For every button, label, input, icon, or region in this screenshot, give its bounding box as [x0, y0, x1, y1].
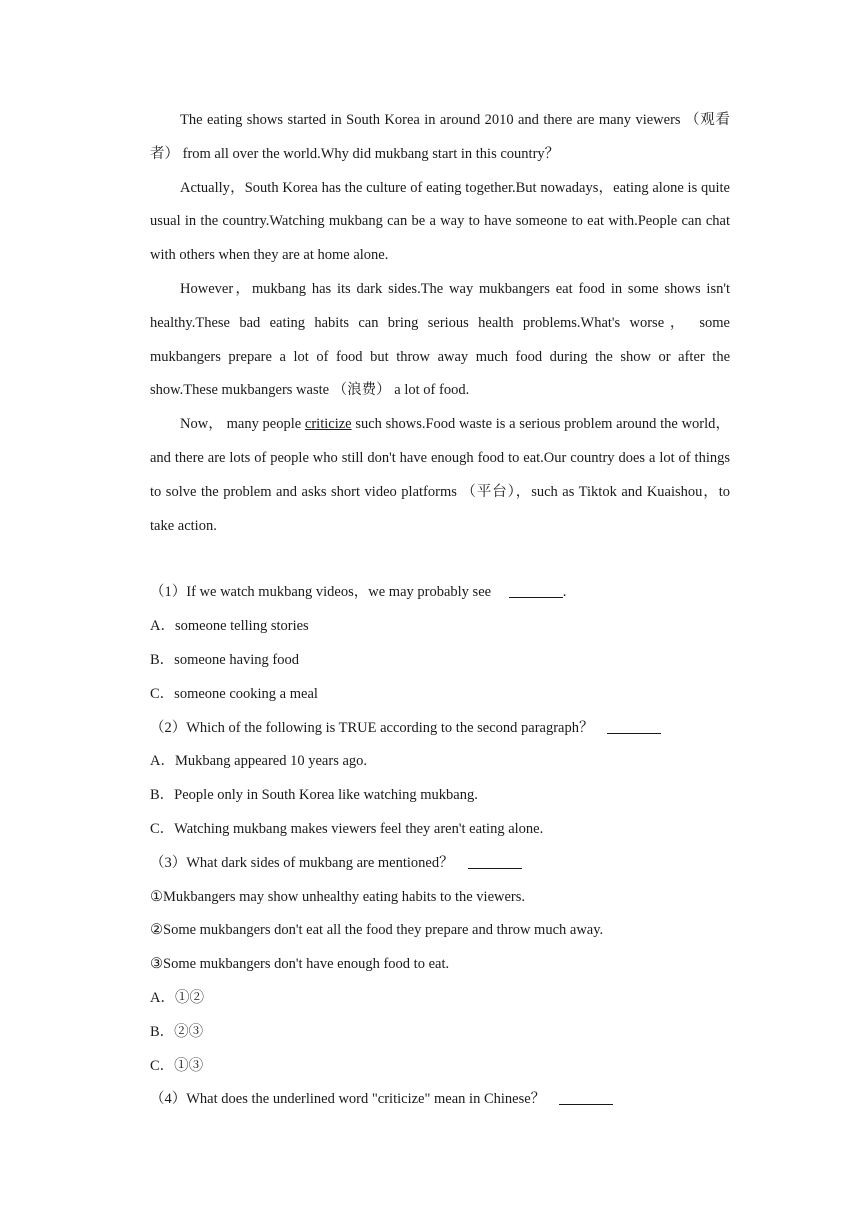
option-1b: B．someone having food [150, 651, 300, 668]
option-1c: C．someone cooking a meal [150, 685, 318, 702]
paragraph-4-end: such shows.Food waste is a serious problem around the world，and there are lots of people who still don't have enough food to eat.Our country does a lot of things to solve the problem and asks short video platforms （平台），such as Tiktok and Kuaishou，to take action. [150, 416, 730, 534]
question-1: （1）If we watch mukbang videos，we may probably see . [150, 584, 567, 601]
paragraph-1: The eating shows started in South Korea in around 2010 and there are many viewers （观看者） from all over the world.Why did mukbang start in this country？ [150, 112, 730, 162]
option-2a: A．Mukbang appeared 10 years ago. [150, 753, 368, 770]
document-content [150, 104, 730, 1117]
paragraph-4 [150, 408, 730, 543]
spacer [150, 543, 730, 576]
option-3c: C．①③ [150, 1057, 204, 1074]
statement-3: ③Some mukbangers don't have enough food to eat. [150, 956, 450, 973]
underlined-word: criticize [304, 416, 352, 433]
option-1a: A．someone telling stories [150, 618, 309, 635]
option-3a: A．①② [150, 989, 204, 1006]
option-2b: B．People only in South Korea like watching mukbang. [150, 787, 478, 804]
option-3b: B．②③ [150, 1023, 204, 1040]
statement-1: ①Mukbangers may show unhealthy eating habits to the viewers. [150, 888, 526, 905]
answer-blank [468, 853, 522, 869]
question-3: （3）What dark sides of mukbang are mentioned？ [150, 847, 730, 881]
answer-blank [509, 583, 563, 599]
paragraph-2: Actually，South Korea has the culture of eating together.But nowadays，eating alone is quite usual in the country.Watching mukbang can be a way to have someone to eat with.People can chat with others when they are at home alone. [150, 179, 730, 264]
paragraph-3: However，mukbang has its dark sides.The way mukbangers eat food in some shows isn't healthy.These bad eating habits can bring serious health problems.What's worse， some mukbangers prepare a lot of food but throw away much food during the show or after the show.These mukbangers waste （浪费） a lot of food. [150, 280, 730, 399]
question-4: （4）What does the underlined word "criticize" mean in Chinese？ [150, 1083, 730, 1117]
statement-2: ②Some mukbangers don't eat all the food they prepare and throw much away. [150, 922, 604, 939]
answer-blank [559, 1090, 613, 1106]
question-2: （2）Which of the following is TRUE according to the second paragraph？ [150, 712, 730, 746]
answer-blank [607, 718, 661, 734]
option-2c: C．Watching mukbang makes viewers feel they aren't eating alone. [150, 820, 544, 837]
paragraph-4-start: Now， many people [180, 416, 305, 433]
